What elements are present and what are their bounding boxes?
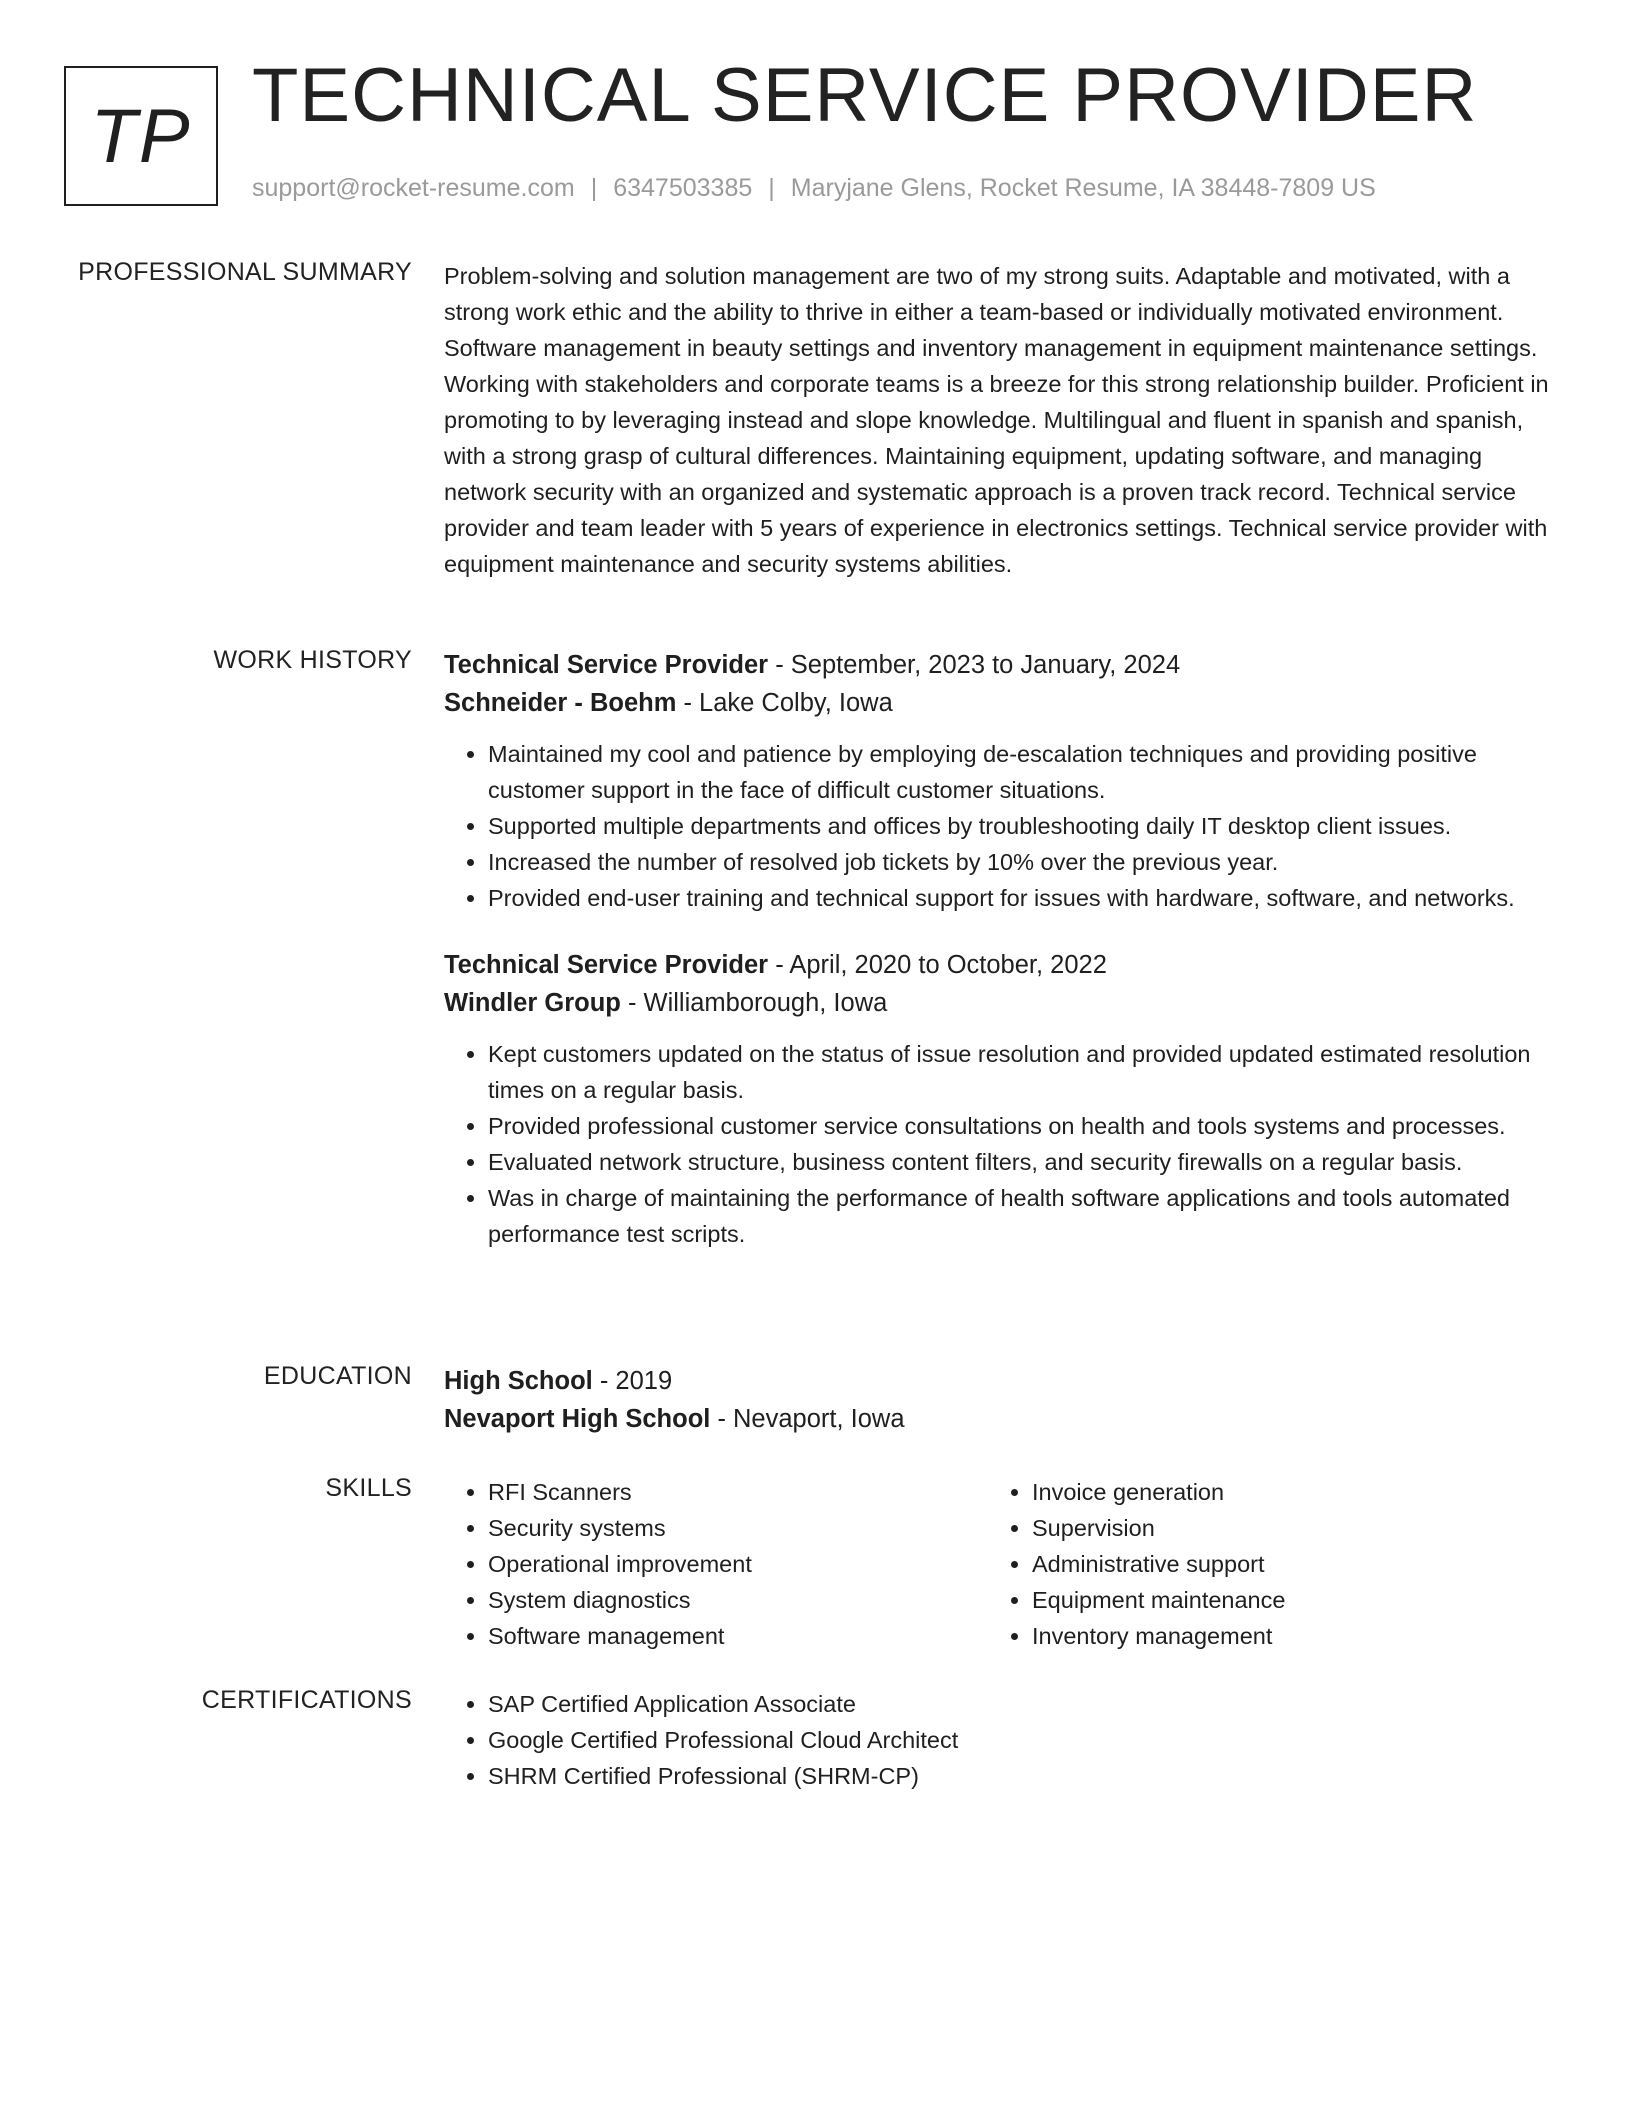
certifications-body (444, 1686, 1560, 1794)
job-location: - Williamborough, Iowa (620, 989, 888, 1017)
job-company: Windler Group (444, 989, 621, 1017)
list-item: • Increased the number of resolved job tickets by 10% over the previous year. (488, 844, 1560, 880)
job-location: - Lake Colby, Iowa (676, 689, 893, 717)
job-bullets (444, 1036, 1560, 1252)
list-item: • Was in charge of maintaining the performance of health software applications and tools automated performance test scripts. (488, 1180, 1560, 1252)
certifications-list (444, 1686, 1560, 1794)
section-label-work: WORK HISTORY (213, 646, 412, 674)
list-item: • Google Certified Professional Cloud Architect (488, 1722, 1560, 1758)
monogram-logo: TP (64, 66, 218, 206)
page-title: TECHNICAL SERVICE PROVIDER (252, 53, 1478, 138)
degree-line (444, 1362, 1560, 1400)
job-title-line (444, 946, 1560, 984)
job-bullets (444, 736, 1560, 916)
list-item: • Invoice generation (1032, 1474, 1532, 1510)
list-item: • Operational improvement (488, 1546, 988, 1582)
degree-year: - 2019 (592, 1367, 673, 1395)
list-item: • Equipment maintenance (1032, 1582, 1532, 1618)
section-label-certifications: CERTIFICATIONS (201, 1686, 412, 1714)
skills-list-right (988, 1474, 1532, 1654)
degree: High School (444, 1367, 593, 1395)
section-label-summary: PROFESSIONAL SUMMARY (78, 258, 412, 286)
section-label-education: EDUCATION (263, 1362, 412, 1390)
list-item: • Supported multiple departments and offices by troubleshooting daily IT desktop client issues. (488, 808, 1560, 844)
contact-email: support@rocket-resume.com (252, 174, 575, 202)
skills-columns (444, 1474, 1560, 1654)
list-item: • Software management (488, 1618, 988, 1654)
job-company-line (444, 984, 1560, 1022)
job-dates: - September, 2023 to January, 2024 (768, 651, 1181, 679)
list-item: • SAP Certified Application Associate (488, 1686, 1560, 1722)
job-title: Technical Service Provider (444, 651, 769, 679)
contact-separator: | (768, 174, 775, 202)
job-company-line (444, 684, 1560, 722)
job-title: Technical Service Provider (444, 951, 769, 979)
list-item: • SHRM Certified Professional (SHRM-CP) (488, 1758, 1560, 1794)
job-title-line (444, 646, 1560, 684)
contact-separator: | (590, 174, 598, 202)
skills-body (444, 1474, 1560, 1654)
summary-body (444, 258, 1560, 582)
list-item: • Evaluated network structure, business content filters, and security firewalls on a regular basis. (488, 1144, 1560, 1180)
school-name: Nevaport High School (444, 1405, 711, 1433)
list-item: • Provided end-user training and technical support for issues with hardware, software, and networks. (488, 880, 1560, 916)
list-item: • Provided professional customer service consultations on health and tools systems and processes. (488, 1108, 1560, 1144)
school-location: - Nevaport, Iowa (710, 1405, 905, 1433)
section-label-skills: SKILLS (325, 1474, 412, 1502)
job-dates: - April, 2020 to October, 2022 (768, 951, 1107, 979)
list-item: • Kept customers updated on the status of issue resolution and provided updated estimated resolution times on a regular basis. (488, 1036, 1560, 1108)
education-body (444, 1362, 1560, 1438)
job-entry (444, 646, 1560, 916)
contact-address: Maryjane Glens, Rocket Resume, IA 38448-7809 US (790, 174, 1376, 202)
list-item: • Supervision (1032, 1510, 1532, 1546)
list-item: • Inventory management (1032, 1618, 1532, 1654)
list-item: • Maintained my cool and patience by employing de-escalation techniques and providing positive customer support in the face of difficult customer situations. (488, 736, 1560, 808)
school-line (444, 1400, 1560, 1438)
contact-line (252, 174, 1376, 203)
job-company: Schneider - Boehm (444, 689, 677, 717)
contact-phone: 6347503385 (613, 174, 753, 202)
list-item: • RFI Scanners (488, 1474, 988, 1510)
work-body (444, 646, 1560, 1252)
job-entry (444, 946, 1560, 1252)
list-item: • Security systems (488, 1510, 988, 1546)
list-item: • System diagnostics (488, 1582, 988, 1618)
list-item: • Administrative support (1032, 1546, 1532, 1582)
skills-list-left (444, 1474, 988, 1654)
summary-text: Problem-solving and solution management are two of my strong suits. Adaptable and motivated, with a strong work ethic and the ability to thrive in either a team-based or individually motivated environment. Software management in beauty settings and inventory management in equipment maintenance settings. Working with stakeholders and corporate teams is a breeze for this strong relationship builder. Proficient in promoting to by leveraging instead and slope knowledge. Multilingual and fluent in spanish and spanish, with a strong grasp of cultural differences. Maintaining equipment, updating software, and managing network security with an organized and systematic approach is a proven track record. Technical service provider and team leader with 5 years of experience in electronics settings. Technical service provider with equipment maintenance and security systems abilities. (444, 263, 1549, 577)
